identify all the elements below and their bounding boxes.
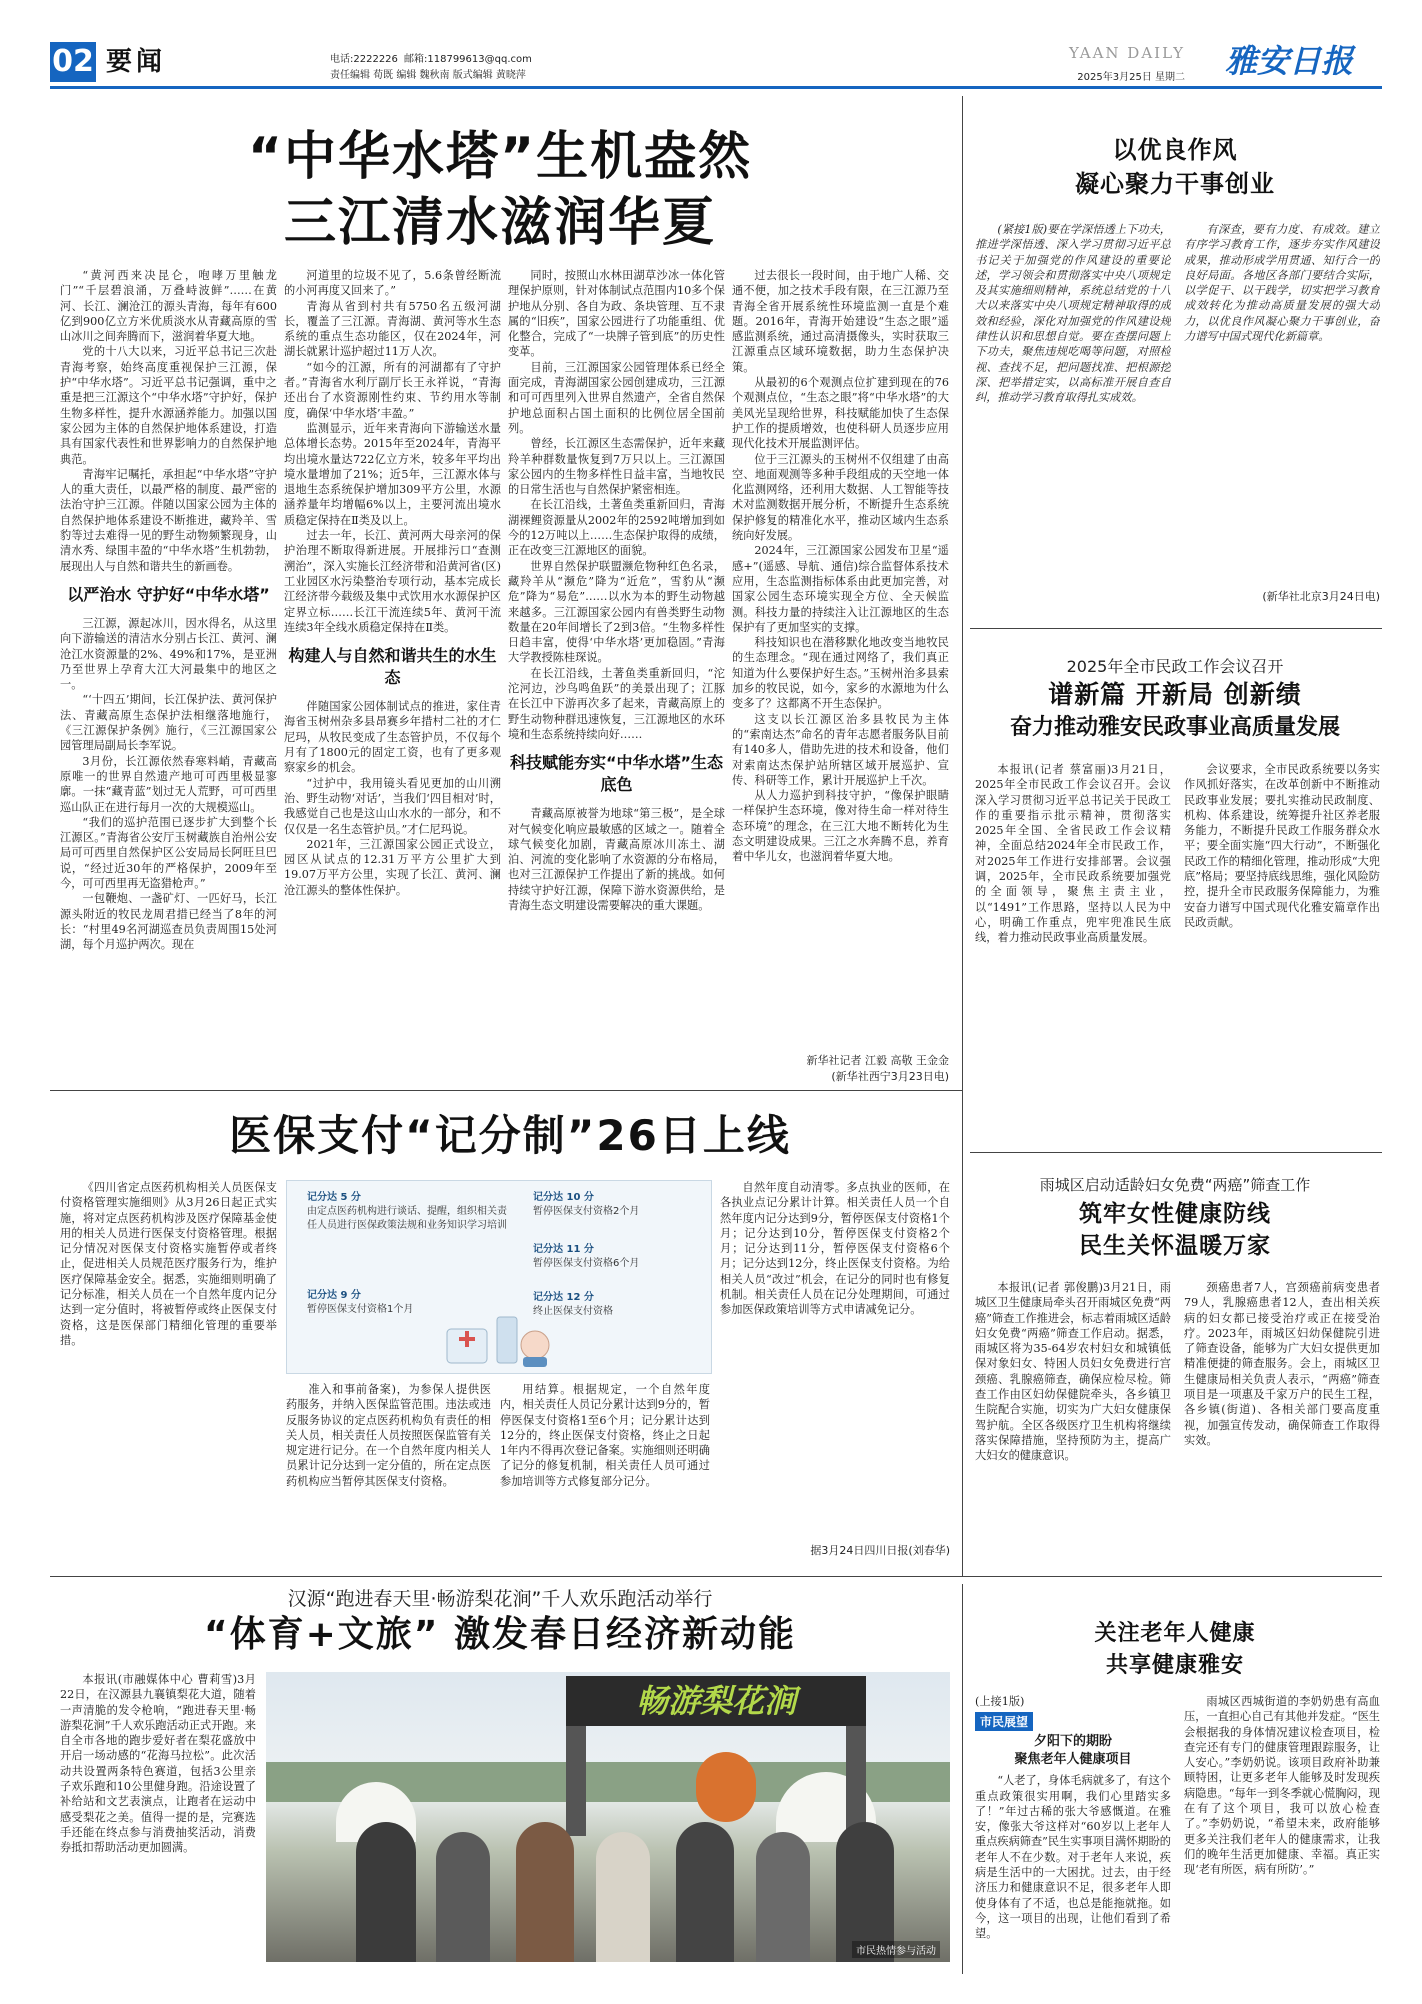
paragraph: 从最初的6个观测点位扩建到现在的76个观测点位，“生态之眼”将“中华水塔”的大美风光呈现给世界，科技赋能加快了生态保护工作的提质增效，也使科研人员逐步应用现代化技术开展监测评估。 — [732, 376, 949, 451]
a3-column-2 — [1184, 762, 1380, 1140]
a4-title-2: 民生关怀温暖万家 — [1079, 1233, 1271, 1259]
paragraph: 雨城区西城街道的李奶奶患有高血压，一直担心自己有其他并发症。“医生会根据我的身体情况建议检查项目，检查完还有专门的健康管理跟踪服务，让人安心。”李奶奶说。该项目政府补助兼顾特困，让更多老年人能够及时发现疾病隐患。“每年一到冬季就心慌胸闷，现在有了这个项目，我可以放心检查了。”李奶奶说，“希望未来，政府能够更多关注我们老年人的健康需求，让我们的晚年生活更加健康、幸福。真正实现‘老有所医，病有所防’。” — [1184, 1695, 1380, 1877]
infobox-item-desc: 暂停医保支付资格2个月 — [533, 1206, 640, 1217]
paragraph: 准入和事前备案)，为参保人提供医药服务，并纳入医保监管范围。违法或违反服务协议的定点医药机构负有责任的相关人员，相关责任人员按照医保监管有关规定进行记分。在一个自然年度内相关人员累计记分达到一定分值的，所在定点医药机构应当暂停其医保支付资格。 — [286, 1383, 491, 1488]
paragraph: “我们的巡护范围已逐步扩大到整个长江源区。”青海省公安厅玉树藏族自治州公安局可可西里自然保护区公安局局长阿旺旦巴说，“经过近30年的严格保护，2009年至今，可可西里再无盗猎枪声。” — [60, 815, 277, 890]
issue-date: 2025年3月25日 星期二 — [1077, 72, 1185, 83]
a1-column-3 — [508, 268, 725, 1084]
a6-kicker: 汉源“跑进春天里·畅游梨花涧”千人欢乐跑活动举行 — [287, 1588, 713, 1610]
race-photo — [266, 1672, 950, 1962]
infobox-item-desc: 终止医保支付资格 — [533, 1306, 613, 1317]
infobox-item-5 — [307, 1191, 507, 1233]
editor-credits: 责任编辑 荀既 编辑 魏秋南 版式编辑 黄晓萍 — [330, 70, 526, 81]
race-banner: 畅游梨花涧 — [566, 1676, 866, 1726]
a7-column-1 — [975, 1773, 1171, 1973]
infobox-item-title: 记分达 9 分 — [307, 1290, 361, 1301]
a1-byline-2: (新华社西宁3月23日电) — [831, 1070, 949, 1083]
a1-subhead-1: 以严治水 守护好“中华水塔” — [67, 584, 270, 604]
paragraph: 同时，按照山水林田湖草沙冰一体化管理保护原则，针对体制试点范围内10多个保护地从分别、各自为政、条块管理、互不隶属的“旧疾”，国家公园进行了功能重组、优化整合，完成了“一块牌子管到底”的历史性变革。 — [508, 269, 725, 359]
paragraph: 青藏高原被誉为地球“第三极”，是全球对气候变化响应最敏感的区域之一。随着全球气候变化加剧，青藏高原冰川冻土、湖泊、河流的变化影响了水资源的分布格局，也对三江源保护工作提出了新的挑战。如何持续守护好江源，保障下游水资源供给，是青海生态文明建设需要解决的重大课题。 — [508, 807, 725, 912]
paragraph: 自然年度自动清零。多点执业的医师，在各执业点记分累计计算。相关责任人员一个自然年度内记分达到9分，暂停医保支付资格1个月；记分达到10分，暂停医保支付资格2个月；记分达到11分，暂停医保支付资格6个月；记分达到12分，终止医保支付资格。为给相关人员“改过”机会，在记分的同时也有修复机制。相关责任人员在记分处理期间，可通过参加医保政策培训等方式申请减免记分。 — [720, 1181, 950, 1317]
section-title: 要闻 — [106, 47, 167, 77]
runner-figure — [516, 1822, 574, 1962]
paragraph: 世界自然保护联盟濒危物种红色名录，藏羚羊从“濒危”降为“近危”，雪豹从“濒危”降为“易危”……以水为本的野生动物越来越多。三江源国家公园内有兽类野生动物数量在20年间增长了2到3倍。“生物多样性日趋丰富，使得‘中华水塔’更加稳固。”青海大学教授陈桂琛说。 — [508, 559, 725, 665]
a2-column-2 — [1184, 222, 1380, 572]
a5-column-1 — [60, 1180, 277, 1556]
section-divider — [50, 1090, 962, 1091]
paragraph: 党的十八大以来，习近平总书记三次赴青海考察，始终高度重视保护三江源，保护“中华水塔”。习近平总书记强调，重中之重是把三江源这个“中华水塔”守护好，保护生物多样性，提升水源涵养能力。加强以国家公园为主体的自然保护地体系建设，打造具有国家代表性和世界影响力的自然保护地典范。 — [60, 345, 277, 466]
banner-pole — [846, 1726, 866, 1836]
paragraph: 位于三江源头的玉树州不仅组建了由高空、地面观测等多种手段组成的天空地一体化监测网络，还利用大数据、人工智能等技术对监测数据开展分析，不断提升生态系统保护修复的精准化水平，推动区域内生态系统向好发展。 — [732, 452, 949, 543]
a2-byline: (新华社北京3月24日电) — [1262, 590, 1380, 603]
paragraph: 三江源，源起冰川，因水得名，从这里向下游输送的清洁水分别占长江、黄河、澜沧江水资源量的2%、49%和17%，是亚洲乃至世界上孕育大江大河最集中的地区之一。 — [60, 616, 277, 692]
paragraph: 从人力巡护到科技守护，“像保护眼睛一样保护生态环境，像对待生命一样对待生态环境”的理念，在三江大地不断转化为生态文明建设成果。三江之水奔腾不息，养育着中华儿女，也滋润着华夏大地。 — [732, 789, 949, 864]
paragraph: “黄河西来决昆仑，咆哮万里触龙门”“千层碧浪涌，万叠峙波鲜”……在黄河、长江、澜沧江的源头青海，每年有600亿到900亿立方米优质淡水从青藏高原的雪山冰川之间奔腾而下，滋润着华夏大地。 — [60, 269, 277, 344]
runner-figure — [596, 1832, 650, 1962]
paragraph: 《四川省定点医药机构相关人员医保支付资格管理实施细则》从3月26日起正式实施，将对定点医药机构涉及医疗保障基金使用的相关人员进行医保支付资格管理。根据记分情况对医保支付资格实施暂停或者终止，促进相关人员规范医疗服务行为，维护医疗保障基金安全。据悉，实施细则明确了记分标准，相关人员在一个自然年度内记分达到一定分值时，将被暂停或终止医保支付资格，这是医保部门精细化管理的重要举措。 — [60, 1181, 277, 1347]
paragraph: 河道里的垃圾不见了，5.6条曾经断流的小河再度又回来了。” — [284, 269, 501, 298]
runner-figure — [436, 1832, 490, 1962]
paragraph: 目前，三江源国家公园管理体系已经全面完成，青海湖国家公园创建成功，三江源和可可西里列入世界自然遗产，全省自然保护地总面积占国土面积的比例位居全国前列。 — [508, 360, 725, 435]
page-number: 02 — [50, 42, 96, 82]
column-divider — [962, 96, 963, 1186]
paragraph: 在长江沿线，土著鱼类重新回归，“沱沱河边，沙鸟鸣鱼跃”的美景出现了；江豚在长江中下游再次多了起来，青藏高原上的野生动物种群迅速恢复，三江源地区的水环境和生态系统持续向好…… — [508, 666, 725, 741]
infobox-item-desc: 由定点医药机构进行谈话、提醒，组织相关责任人员进行医保政策法规和业务知识学习培训 — [307, 1206, 507, 1231]
a5-column-2 — [286, 1382, 491, 1558]
section-divider — [50, 1576, 1382, 1577]
a5-byline: 据3月24日四川日报(刘春华) — [810, 1544, 950, 1557]
medical-illustration-icon — [437, 1299, 567, 1369]
phone-text: 电话:2222226 — [330, 54, 398, 65]
a1-title-1: “中华水塔”生机盎然 — [247, 127, 753, 187]
paragraph: 本报讯(记者 郭俊鹏)3月21日，雨城区卫生健康局牵头召开雨城区免费“两癌”筛查工作推进会，标志着雨城区适龄妇女免费“两癌”筛查工作启动。据悉，雨城区将为35-64岁农村妇女和城镇低保对象妇女、特困人员妇女免费进行宫颈癌、乳腺癌筛查，确保应检尽检。筛查工作由区妇幼保健院牵头，各乡镇卫生院配合实施，切实为广大妇女健康保驾护航。全区各级医疗卫生机构将继续落实保障措施，坚持预防为主，提高广大妇女的健康意识。 — [975, 1281, 1171, 1463]
paragraph: 这支以长江源区治多县牧民为主体的“索南达杰”命名的青年志愿者服务队目前有140多人，借助先进的技术和设备，他们对索南达杰保护站所辖区域开展巡护、宣传、科研等工作，累计开展巡护上千次。 — [732, 712, 949, 787]
paragraph: “人老了，身体毛病就多了，有这个重点政策很实用啊，我们心里踏实多了！”年过古稀的张大爷感慨道。在雅安，像张大爷这样对“60岁以上老年人重点疾病筛查”民生实事项目满怀期盼的老年人不在少数。对于老年人来说，疾病是生活中的一大困扰。过去，由于经济压力和健康意识不足，很多老年人即使身体有了不适，也总是能拖就拖。如今，这一项目的出现，让他们看到了希望。 — [975, 1774, 1171, 1941]
mascot-figure — [696, 1752, 756, 1822]
paragraph: 过去很长一段时间，由于地广人稀、交通不便，加之技术手段有限，在三江源乃至青海全省开展系统性环境监测一直是个难题。2016年，青海开始建设“生态之眼”遥感监测系统，通过高清摄像头，实时获取三江源重点区域环境数据，助力生态保护决策。 — [732, 269, 949, 374]
points-infographic — [286, 1180, 712, 1374]
photo-caption: 市民热情参与活动 — [852, 1941, 940, 1958]
paragraph: 2024年，三江源国家公园发布卫星“遥感+”(遥感、导航、通信)综合监督体系技术应用，生态监测指标体系由此更加完善，对国家公园生态环境实现全方位、全天候监测。科技力量的持续注入让江源地区的生态保护有了更加坚实的支撑。 — [732, 544, 949, 634]
a3-kicker: 2025年全市民政工作会议召开 — [1066, 657, 1284, 676]
paragraph: 有深查，要有力度、有成效。建立有序学习教育工作，逐步夯实作风建设成果，推动形成学用贯通、知行合一的良好局面。各地区各部门要结合实际，以学促干、以干践学，切实把学习教育成效转化为推动高质量发展的强大动力，以优良作风凝心聚力干事创业，奋力谱写中国式现代化新篇章。 — [1184, 223, 1380, 344]
a5-column-3 — [500, 1382, 710, 1558]
a7-column-2 — [1184, 1694, 1380, 1964]
a7-title-2: 共享健康雅安 — [1105, 1653, 1244, 1678]
infobox-item-desc: 暂停医保支付资格1个月 — [307, 1304, 414, 1315]
paragraph: 2021年，三江源国家公园正式设立，园区从试点的12.31万平方公里扩大到19.07万平方公里，实现了长江、黄河、澜沧江源头的整体性保护。 — [284, 837, 501, 897]
a2-title-2: 凝心聚力干事创业 — [1075, 170, 1275, 198]
a5-title: 医保支付“记分制”26日上线 — [229, 1111, 791, 1160]
paragraph: 用结算。根据规定，一个自然年度内，相关责任人员记分累计达到9分的，暂停医保支付资格1至6个月；记分累计达到12分的，终止医保支付资格，终止之日起1年内不得再次登记备案。实施细则还明确了记分的修复机制，相关责任人员可通过参加培训等方式修复部分记分。 — [500, 1383, 710, 1488]
paragraph: 本报讯(记者 蔡富丽)3月21日，2025年全市民政工作会议召开。会议深入学习贯彻习近平总书记关于民政工作的重要指示批示精神，贯彻落实2025年全国、全省民政工作会议精神，全面总结2024年全市民政工作，对2025年工作进行安排部署。会议强调，2025年，全市民政系统要加强党的全面领导，聚焦主责主业，以“1491”工作思路，坚持以人民为中心，明确工作重点，兜牢兜准民生底线，着力推动民政事业高质量发展。 — [975, 763, 1171, 945]
a7-lead: (上接1版) — [975, 1695, 1025, 1708]
infobox-item-10 — [533, 1191, 703, 1219]
banner-pole — [566, 1726, 586, 1836]
infobox-item-title: 记分达 11 分 — [533, 1244, 594, 1255]
infobox-item-11 — [533, 1243, 703, 1271]
paragraph: 曾经，长江源区生态需保护，近年来藏羚羊种群数量恢复到7万只以上。三江源国家公园内的生物多样性日益丰富，当地牧民的日常生活也与自然保护紧密相连。 — [508, 437, 725, 497]
paragraph: 在长江沿线，土著鱼类重新回归，青海湖裸鲤资源量从2002年的2592吨增加到如今的12万吨以上……生态保护取得的成绩，正在改变三江源地区的面貌。 — [508, 498, 725, 558]
a1-subhead-3: 科技赋能夯实“中华水塔”生态底色 — [509, 753, 724, 795]
a2-title-1: 以优良作风 — [1112, 136, 1238, 164]
a2-column-1 — [975, 222, 1171, 608]
runner-figure — [676, 1822, 734, 1962]
a5-column-4 — [720, 1180, 950, 1540]
infobox-item-title: 记分达 10 分 — [533, 1192, 594, 1203]
a3-title-1: 谱新篇 开新局 创新绩 — [1048, 680, 1302, 709]
a7-column-1-wrap — [975, 1694, 1171, 1973]
paragraph: “如今的江源，所有的河湖都有了守护者。”青海省水利厅副厅长王永祥说，“青海还出台了水资源刚性约束、节约用水等制度，确保‘中华水塔’丰盈。” — [284, 360, 501, 420]
paragraph: 会议要求，全市民政系统要以务实作风抓好落实，在改革创新中不断推动民政事业发展；要扎实推动民政制度、机构、体系建设，统筹提升社区养老服务能力，不断提升民政工作服务群众水平；要全面实施“四大行动”，不断强化民政工作的精细化管理，推动形成“大兜底”格局；要坚持底线思维，强化风险防控，提升全市民政服务保障能力，为雅安奋力谱写中国式现代化雅安篇章作出民政贡献。 — [1184, 763, 1380, 929]
a7-subtitle-1: 夕阳下的期盼 — [1033, 1734, 1112, 1750]
a4-column-2 — [1184, 1280, 1380, 1564]
paragraph: 颈癌患者7人，宫颈癌前病变患者79人，乳腺癌患者12人，查出相关疾病的妇女都已接受治疗或正在接受治疗。2023年，雨城区妇幼保健院引进了筛查设备，能够为广大妇女提供更加精准便捷的筛查服务。会上，雨城区卫生健康局相关负责人表示，“两癌”筛查项目是一项惠及千家万户的民生工程，各乡镇(街道)、各相关部门要高度重视，加强宣传发动，确保筛查工作取得实效。 — [1184, 1281, 1380, 1447]
column-divider — [962, 1152, 963, 1576]
paragraph: 3月份，长江源依然春寒料峭，青藏高原唯一的世界自然遗产地可可西里极显寥廓。一抹“藏青蓝”划过无人荒野，可可西里巡山队正在进行每月一次的大规模巡山。 — [60, 754, 277, 814]
a1-column-1 — [60, 268, 277, 1084]
runner-figure — [356, 1822, 416, 1962]
paragraph: 伴随国家公园体制试点的推进，家住青海省玉树州杂多县昂赛乡年措村二社的才仁尼玛，从牧民变成了生态管护员，不仅每个月有了1800元的固定工资，也有了更多观察家乡的机会。 — [284, 700, 501, 775]
paragraph: 科技知识也在潜移默化地改变当地牧民的生态理念。“现在通过网络了，我们真正知道为什么要保护好生态。”玉树州治多县索加乡的牧民说，如今，家乡的水源地为什么变多了？这都离不开生态保护。 — [732, 636, 949, 711]
section-divider — [970, 628, 1382, 629]
a4-kicker: 雨城区启动适龄妇女免费“两癌”筛查工作 — [1039, 1176, 1311, 1194]
paragraph: (紧接1版)要在学深悟透上下功夫，推进学深悟透、深入学习贯彻习近平总书记关于加强党的作风建设的重要论述，学习领会和贯彻落实中央八项规定及其实施细则精神，系统总结党的十八大以来落实中央八项规定精神取得的成效和经验，深化对加强党的作风建设规律性认识和思想自觉。要在查摆问题上下功夫，聚焦违规吃喝等问题，对照检视、查找不足，把问题找准、把根源挖深、把举措定实，以高标准开展自查自纠，推动学习教育取得扎实成效。 — [975, 223, 1171, 405]
a6-column-1 — [60, 1672, 256, 1952]
a4-column-1 — [975, 1280, 1171, 1564]
paragraph: 青海从省到村共有5750名五级河湖长，覆盖了三江源。青海湖、黄河等水生态系统的重点生态功能区，仅在2024年，河湖长就累计巡护超过11万人次。 — [284, 299, 501, 359]
paragraph: 过去一年，长江、黄河两大母亲河的保护治理不断取得新进展。开展排污口“查测溯治”，深入实施长江经济带和沿黄河省(区)工业园区水污染整治专项行动，基本完成长江经济带今载级及集中式饮用水水源保护区定界立标……长江干流连续5年、黄河干流连续3年全线水质稳定保持在Ⅱ类。 — [284, 529, 501, 634]
paragraph: 青海牢记嘱托，承担起“中华水塔”守护人的重大责任，以最严格的制度、最严密的法治守护三江源。伴随以国家公园为主体的自然保护地体系建设不断推进，藏羚羊、雪豹等过去难得一见的野生动物频繁现身，山清水秀、绿围丰盈的“中华水塔”生机勃勃，展现出人与自然和谐共生的新画卷。 — [60, 467, 277, 573]
paragraph: 一包鞭炮、一盏矿灯、一匹好马，长江源头附近的牧民龙周君措已经当了8年的河长：“村里49名河湖巡查员负责周围15处河湖，每个月巡护两次。现在 — [60, 892, 277, 952]
a7-tag: 市民展望 — [975, 1712, 1033, 1731]
a1-subhead-2: 构建人与自然和谐共生的水生态 — [288, 646, 497, 688]
section-divider — [970, 1152, 1382, 1153]
masthead-en: YAAN DAILY — [1069, 44, 1185, 62]
a3-column-1 — [975, 762, 1171, 1140]
a6-title: “体育+文旅” 激发春日经济新动能 — [203, 1614, 797, 1655]
paragraph: “‘十四五’期间，长江保护法、黄河保护法、青藏高原生态保护法相继落地施行，《三江源保护条例》施行，《三江源国家公园管理局副局长李军说。 — [60, 693, 277, 753]
a1-column-2 — [284, 268, 501, 1084]
infobox-item-title: 记分达 12 分 — [533, 1292, 594, 1303]
email-text: 邮箱:118799613@qq.com — [404, 54, 532, 65]
masthead-logo: 雅安日报 — [1224, 42, 1353, 80]
paragraph: 监测显示，近年来青海向下游输送水量总体增长态势。2015年至2024年，青海平均出境水量达722亿立方米，较多年平均出境水量增加了21%；近5年，三江源水体与退地生态系统保护增加309平方公里，水源涵养量年均增幅6%以上，主要河流出境水质稳定保持在Ⅱ类及以上。 — [284, 421, 501, 527]
a7-title-1: 关注老年人健康 — [1094, 1621, 1256, 1646]
runner-figure — [756, 1832, 810, 1962]
a7-tag-row — [975, 1711, 1171, 1731]
a1-title-2: 三江清水滋润华夏 — [283, 193, 716, 253]
a7-subtitle-2: 聚焦老年人健康项目 — [1014, 1752, 1132, 1768]
infobox-item-title: 记分达 5 分 — [307, 1192, 361, 1203]
header-rule — [50, 86, 1382, 89]
a1-column-4 — [732, 268, 949, 1048]
paragraph: “过护中，我用镜头看见更加的山川溯治、野生动物‘对话’，当我们‘四目相对’时，我感觉自己也是这山山水水的一部分，和不仅仅是一名生态管护员。”才仁尼玛说。 — [284, 776, 501, 836]
paragraph: 本报讯(市融媒体中心 曹莉雪)3月22日，在汉源县九襄镇梨花大道，随着一声清脆的发令枪响，“跑进春天里·畅游梨花涧”千人欢乐跑活动正式开跑。来自全市各地的跑步爱好者在梨花盛放中开启一场动感的“花海马拉松”。此次活动共设置两条特色赛道，包括3公里亲子欢乐跑和10公里健身跑。沿途设置了补给站和文艺表演点，让跑者在运动中感受梨花之美。值得一提的是，完赛选手还能在终点参与消费抽奖活动，消费券抵扣帮助活动更加圆满。 — [60, 1673, 256, 1855]
column-divider — [962, 1584, 963, 1974]
infobox-item-desc: 暂停医保支付资格6个月 — [533, 1258, 640, 1269]
a1-byline: 新华社记者 江毅 高敬 王金金 — [806, 1054, 949, 1067]
a3-title-2: 奋力推动雅安民政事业高质量发展 — [1009, 715, 1340, 740]
a4-title-1: 筑牢女性健康防线 — [1079, 1201, 1271, 1227]
